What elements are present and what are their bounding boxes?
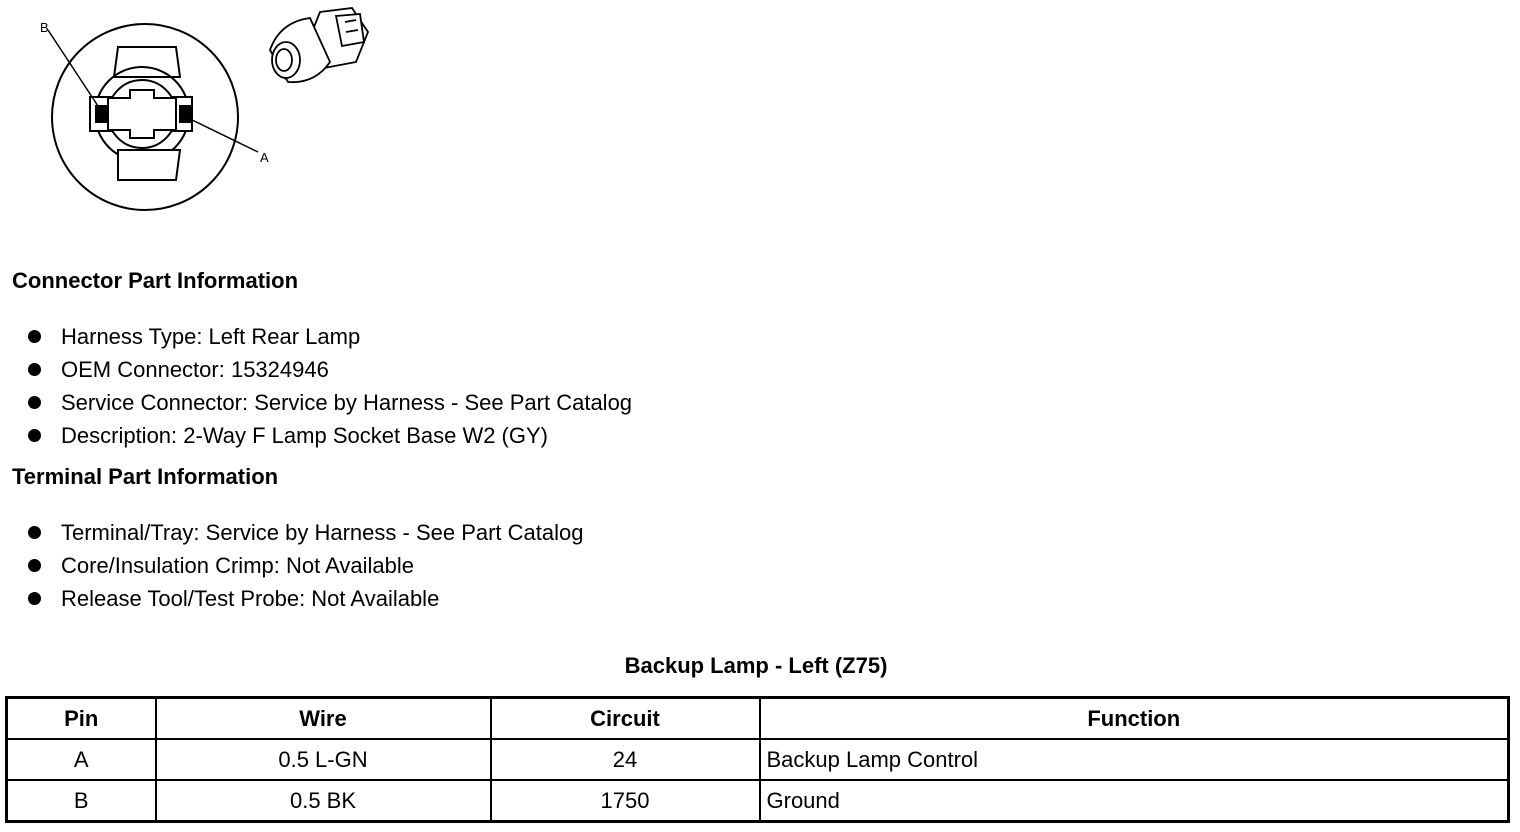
pin-b-callout: B xyxy=(40,20,49,35)
list-item-text: Harness Type: Left Rear Lamp xyxy=(61,323,361,349)
list-item-text: Release Tool/Test Probe: Not Available xyxy=(61,585,440,611)
header-wire: Wire xyxy=(156,698,491,740)
list-item xyxy=(28,549,584,582)
cell-circuit: 24 xyxy=(491,739,760,780)
bullet-icon xyxy=(28,363,41,376)
list-item xyxy=(28,353,632,386)
pin-a-callout: A xyxy=(260,150,269,165)
header-pin: Pin xyxy=(7,698,156,740)
list-item xyxy=(28,419,632,452)
cell-pin: B xyxy=(7,780,156,822)
header-function: Function xyxy=(760,698,1509,740)
connector-face-view xyxy=(48,24,258,210)
bullet-icon xyxy=(28,559,41,572)
list-item-text: OEM Connector: 15324946 xyxy=(61,356,329,382)
bullet-icon xyxy=(28,429,41,442)
list-item xyxy=(28,320,632,353)
list-item-text: Terminal/Tray: Service by Harness - See Part Catalog xyxy=(61,519,584,545)
terminal-part-information-list xyxy=(28,516,584,615)
cell-wire: 0.5 BK xyxy=(156,780,491,822)
list-item-text: Service Connector: Service by Harness - See Part Catalog xyxy=(61,389,633,415)
connector-part-information-heading: Connector Part Information xyxy=(12,268,299,293)
cell-circuit: 1750 xyxy=(491,780,760,822)
table-header-row xyxy=(7,698,1509,740)
list-item xyxy=(28,582,584,615)
bullet-icon xyxy=(28,396,41,409)
header-circuit: Circuit xyxy=(491,698,760,740)
connector-isometric-view xyxy=(270,8,368,82)
cell-function: Backup Lamp Control xyxy=(760,739,1509,780)
table-row xyxy=(7,780,1509,822)
bullet-icon xyxy=(28,592,41,605)
table-row xyxy=(7,739,1509,780)
list-item xyxy=(28,386,632,419)
list-item-text: Description: 2-Way F Lamp Socket Base W2 (GY) xyxy=(61,422,548,448)
pin-table xyxy=(5,696,1510,823)
list-item-text: Core/Insulation Crimp: Not Available xyxy=(61,552,414,578)
cell-pin: A xyxy=(7,739,156,780)
cell-wire: 0.5 L-GN xyxy=(156,739,491,780)
connector-diagram xyxy=(30,2,380,217)
connector-part-information-list xyxy=(28,320,632,452)
terminal-part-information-heading: Terminal Part Information xyxy=(12,464,279,489)
list-item xyxy=(28,516,584,549)
cell-function: Ground xyxy=(760,780,1509,822)
bullet-icon xyxy=(28,330,41,343)
table-title: Backup Lamp - Left (Z75) xyxy=(624,653,888,678)
bullet-icon xyxy=(28,526,41,539)
